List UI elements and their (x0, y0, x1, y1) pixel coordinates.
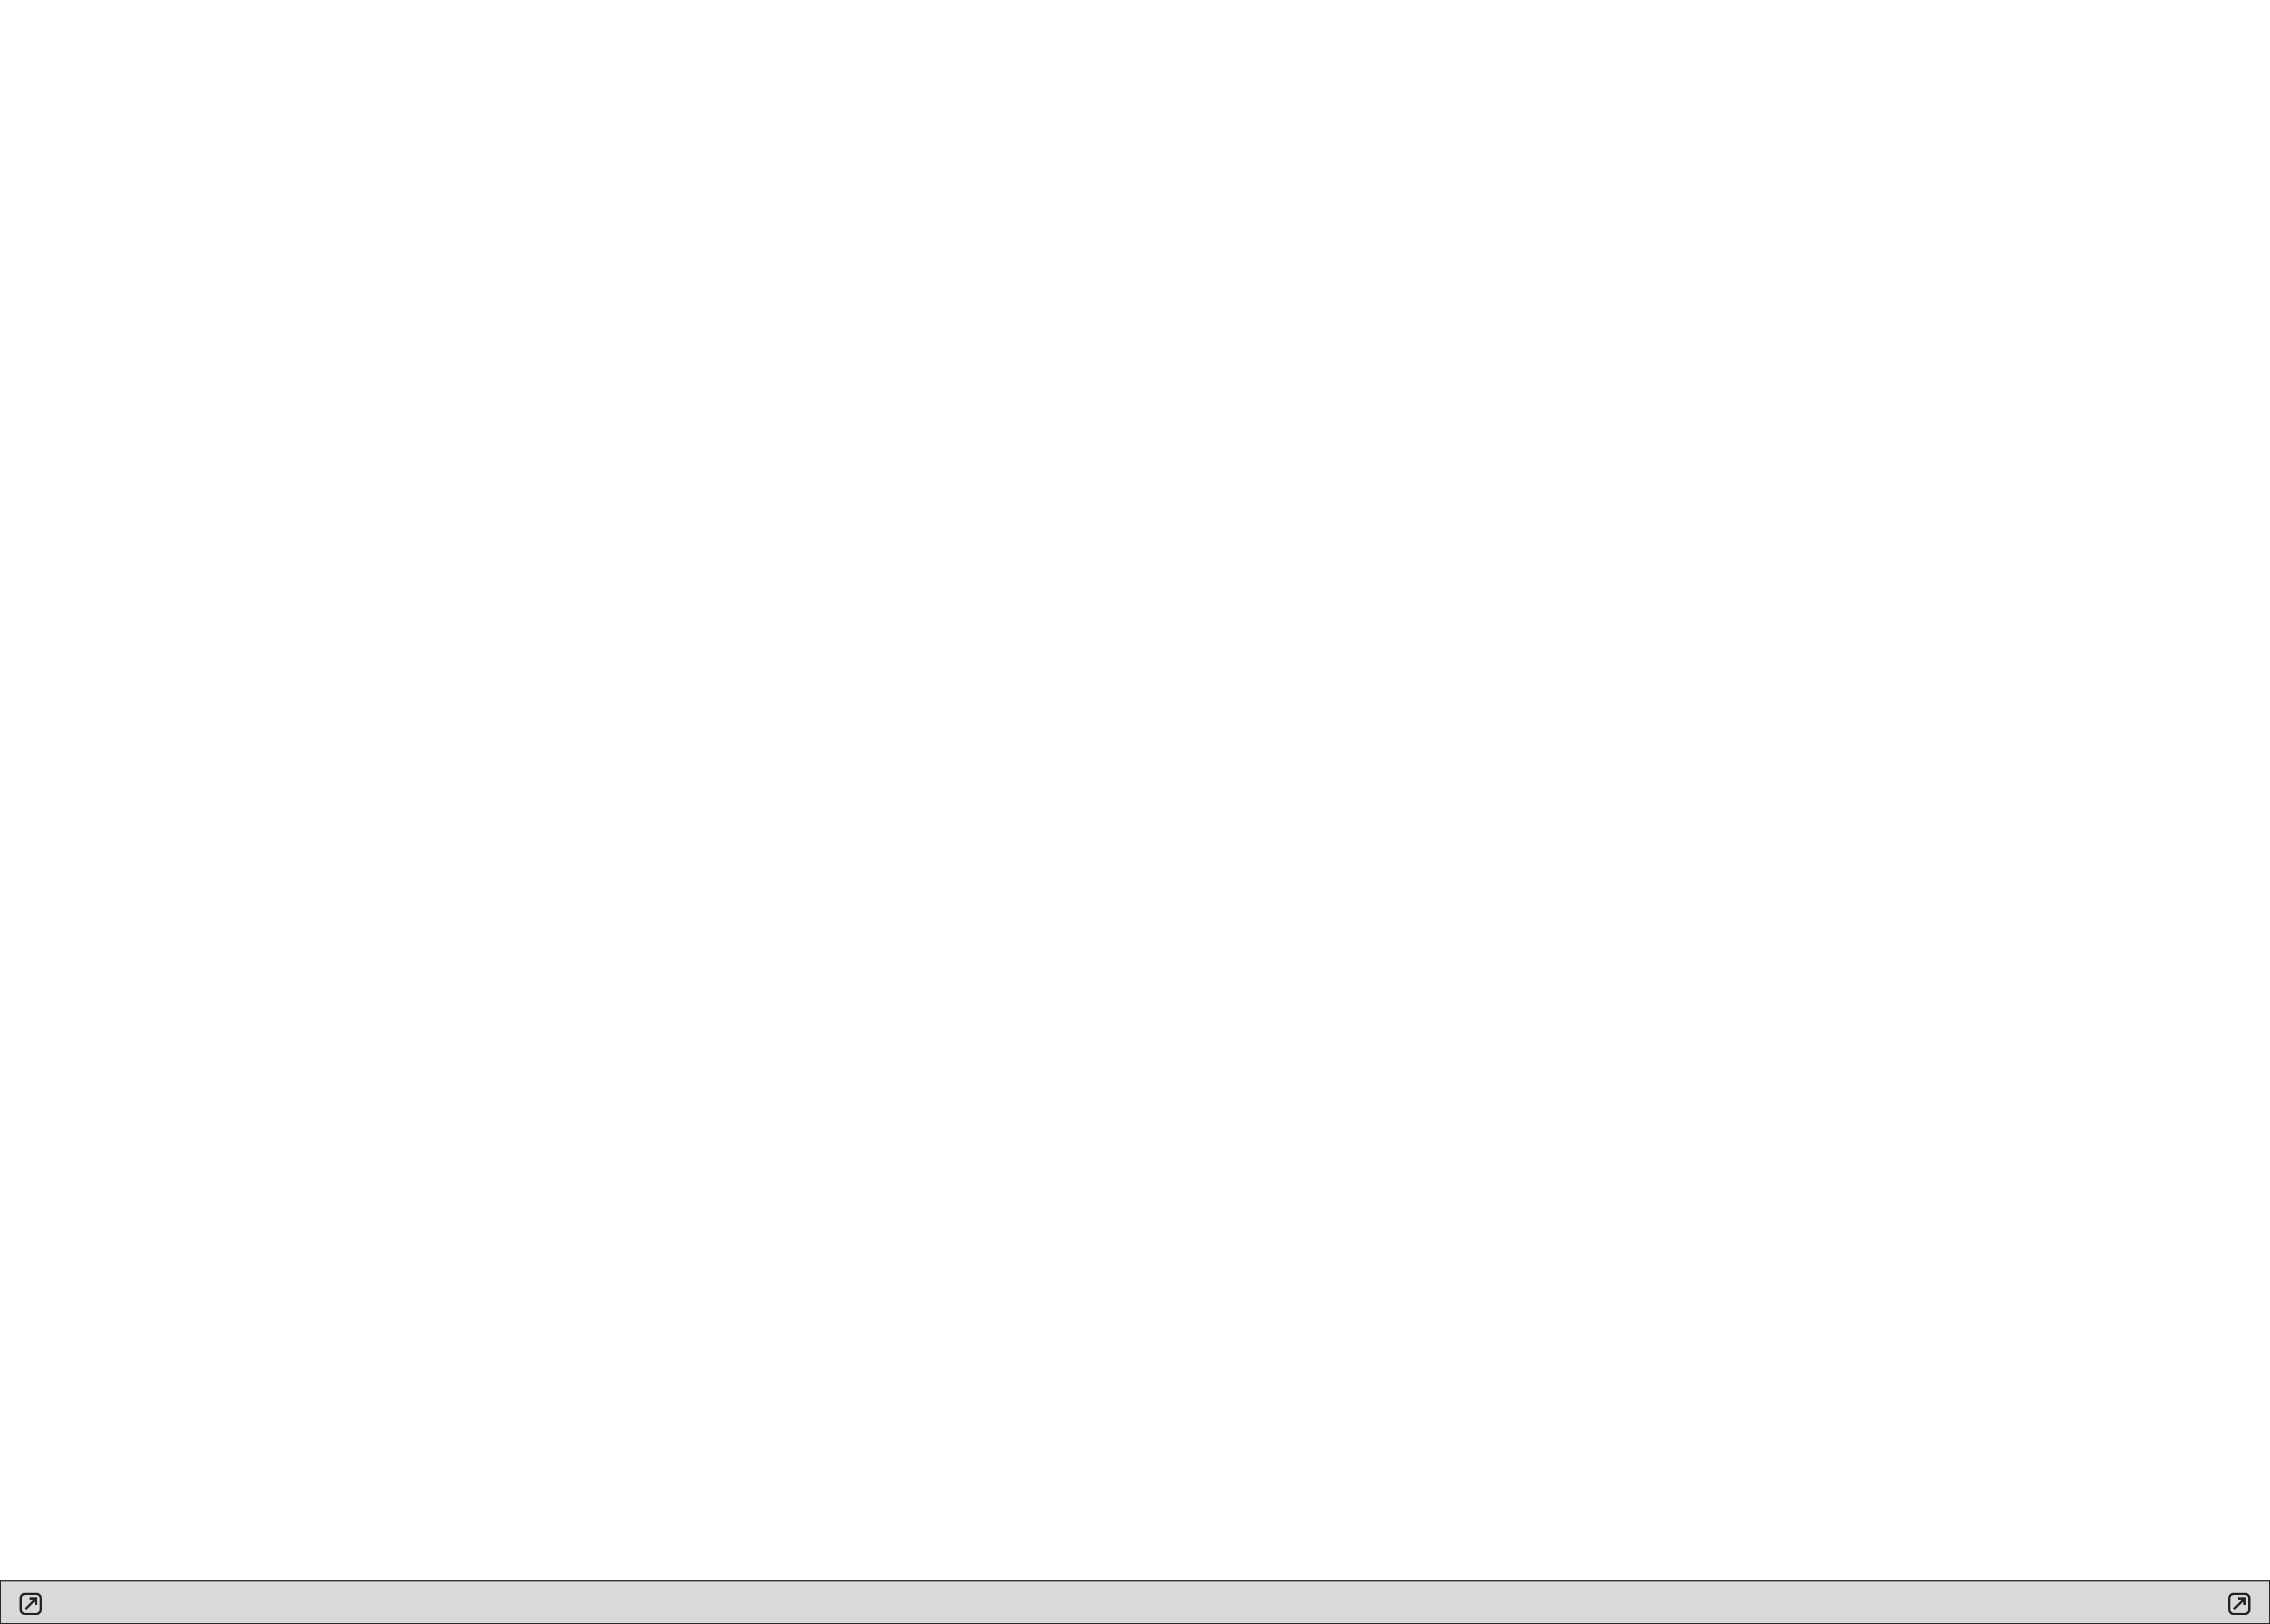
logo-icon-left (19, 1592, 43, 1616)
top-summary (0, 0, 2270, 350)
footer (0, 1580, 2270, 1624)
logo-icon-right (2227, 1592, 2251, 1616)
